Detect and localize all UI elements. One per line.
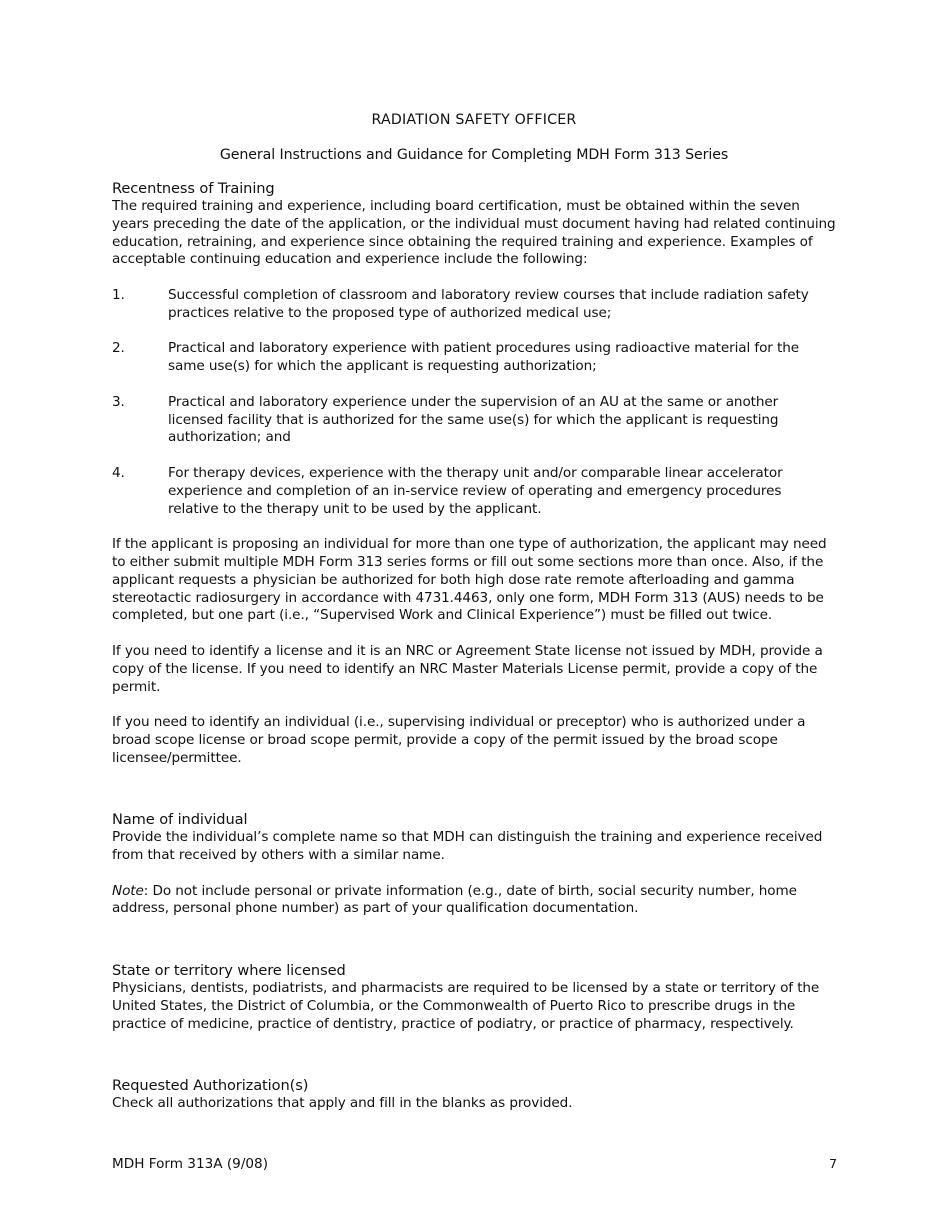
broad-scope-paragraph: If you need to identify an individual (i.e., supervising individual or preceptor) who is authorized under a broad scope license or broad scope permit, provide a copy of the permit issued by the broad scope licensee/permittee. bbox=[112, 714, 806, 766]
section-spacer bbox=[112, 785, 836, 811]
list-item bbox=[112, 394, 836, 447]
page-content bbox=[112, 110, 836, 1131]
note-text: : Do not include personal or private information (e.g., date of birth, social security number, home address, personal phone number) as part of your qualification documentation. bbox=[112, 882, 797, 917]
list-item bbox=[112, 340, 836, 376]
name-paragraph: Provide the individual’s complete name so that MDH can distinguish the training and experience received from that received by others with a similar name. bbox=[112, 829, 823, 864]
note-label: Note bbox=[112, 882, 144, 899]
section-spacer bbox=[112, 1051, 836, 1077]
experience-list bbox=[112, 287, 836, 518]
list-item bbox=[112, 465, 836, 518]
page-title: RADIATION SAFETY OFFICER bbox=[371, 112, 577, 128]
section-heading-recentness: Recentness of Training bbox=[112, 180, 275, 197]
multiple-authorization-paragraph: If the applicant is proposing an individual for more than one type of authorization, the applicant may need to either submit multiple MDH Form 313 series forms or fill out some sections more than once. Also, if the applicant requests a physician be authorized for both high dose rate remote afterloading and gamma stereotactic radiosurgery in accordance with 4731.4463, only one form, MDH Form 313 (AUS) needs to be completed, but one part (i.e., “Supervised Work and Clinical Experience”) must be filled out twice. bbox=[112, 536, 827, 624]
section-spacer bbox=[112, 936, 836, 962]
list-item-text: For therapy devices, experience with the therapy unit and/or comparable linear accelerator experience and completion of an in-service review of operating and emergency procedures relative to the therapy unit to be used by the applicant. bbox=[168, 464, 783, 517]
list-item bbox=[112, 287, 836, 323]
note-paragraph bbox=[112, 883, 836, 919]
list-item-number: 1. bbox=[112, 286, 125, 303]
section-heading-authorization: Requested Authorization(s) bbox=[112, 1077, 309, 1095]
section-heading-state: State or territory where licensed bbox=[112, 962, 346, 980]
list-item-number: 2. bbox=[112, 340, 125, 357]
state-paragraph: Physicians, dentists, podiatrists, and pharmacists are required to be licensed by a state or territory of the United States, the District of Columbia, or the Commonwealth of Puerto Rico to prescribe drugs in the practice of medicine, practice of dentistry, practice of podiatry, or practice of pharmacy, respectively. bbox=[112, 980, 820, 1032]
recentness-intro: The required training and experience, including board certification, must be obtained within the seven years preceding the date of the application, or the individual must document having had related continuing education, retraining, and experience since obtaining the required training and experience. Examples of acceptable continuing education and experience include the following: bbox=[112, 198, 836, 268]
page-subtitle: General Instructions and Guidance for Completing MDH Form 313 Series bbox=[219, 147, 729, 163]
list-item-text: Successful completion of classroom and laboratory review courses that include radiation safety practices relative to the proposed type of authorized medical use; bbox=[168, 286, 809, 321]
footer-page-number: 7 bbox=[829, 1156, 837, 1171]
list-item-text: Practical and laboratory experience under the supervision of an AU at the same or another licensed facility that is authorized for the same use(s) for which the applicant is requesting authorization; and bbox=[168, 393, 779, 446]
list-item-text: Practical and laboratory experience with patient procedures using radioactive material for the same use(s) for which the applicant is requesting authorization; bbox=[168, 340, 800, 375]
license-copy-paragraph: If you need to identify a license and it is an NRC or Agreement State license not issued by MDH, provide a copy of the license. If you need to identify an NRC Master Materials License permit, provide a copy of the permit. bbox=[112, 642, 823, 695]
footer-form-id: MDH Form 313A (9/08) bbox=[112, 1156, 269, 1172]
section-heading-name: Name of individual bbox=[112, 811, 248, 829]
authorization-paragraph: Check all authorizations that apply and fill in the blanks as provided. bbox=[112, 1095, 573, 1112]
list-item-number: 3. bbox=[112, 393, 125, 410]
list-item-number: 4. bbox=[112, 464, 125, 481]
